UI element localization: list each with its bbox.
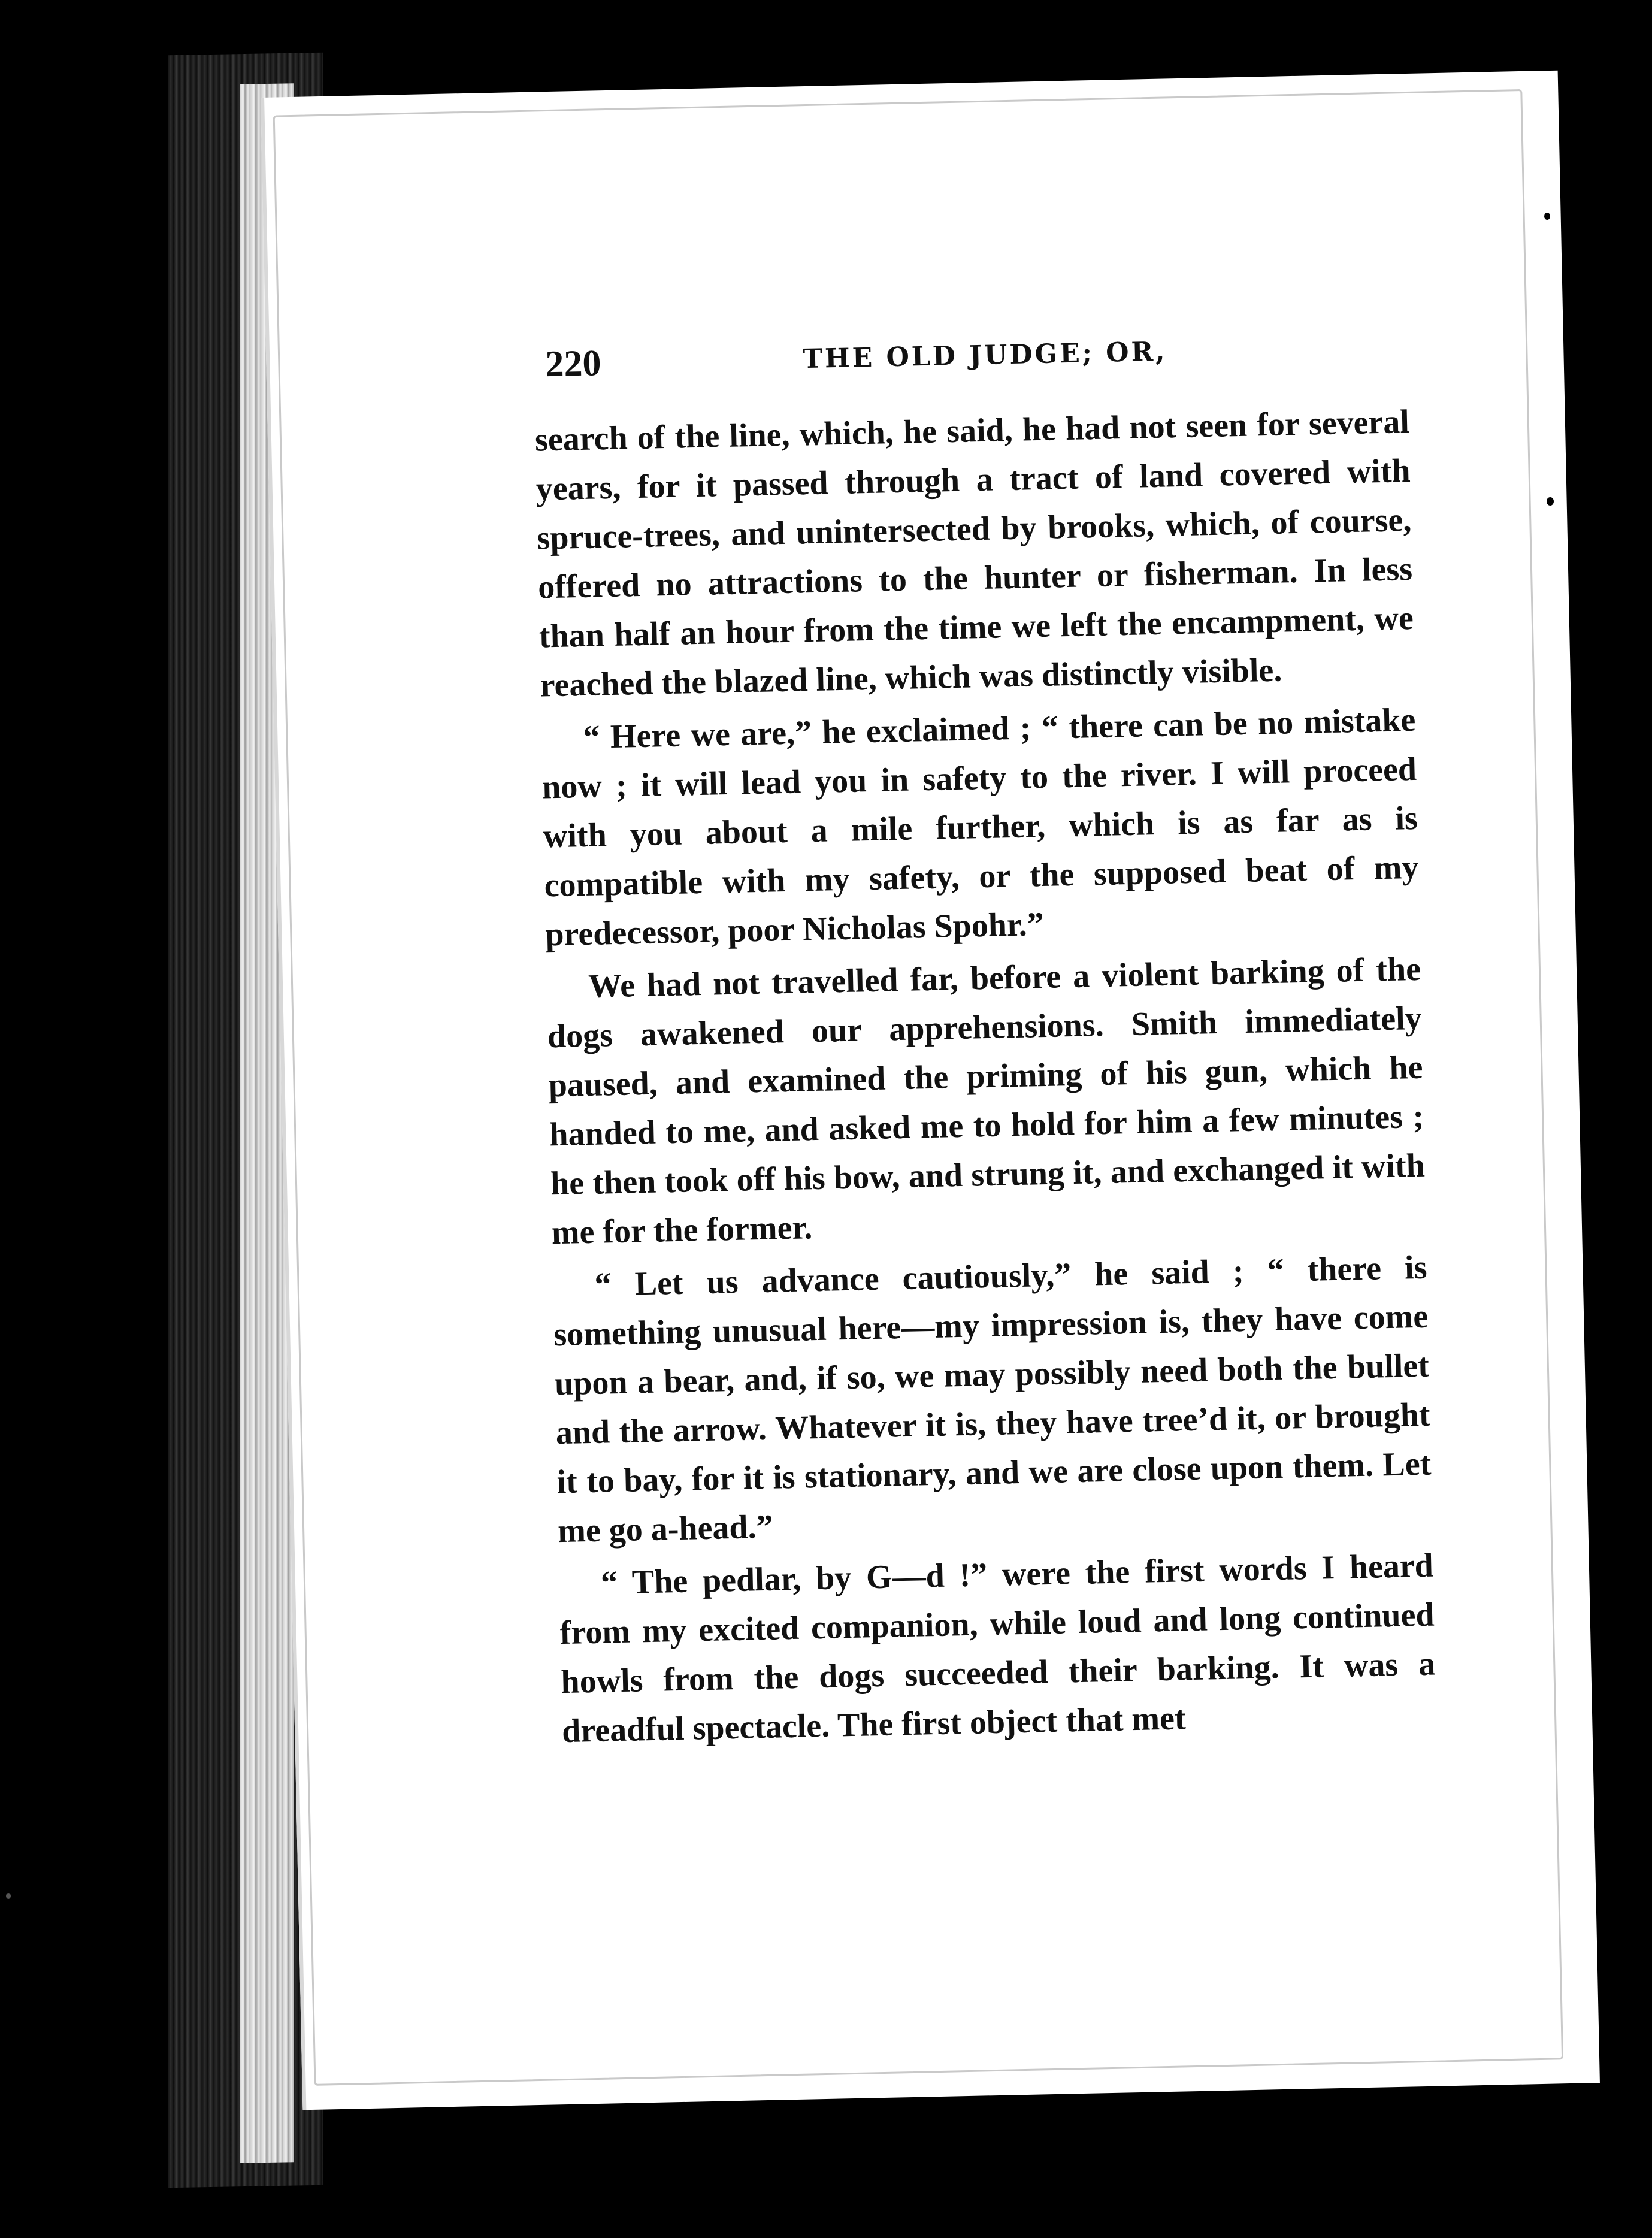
book-page bbox=[261, 71, 1600, 2110]
page-number: 220 bbox=[544, 343, 602, 385]
margin-speck bbox=[1547, 497, 1554, 506]
paragraph: “ Let us advance cautiously,” he said ; “ there is something unusual here—my impression is, they have come upon a bear, and, if so, we may possibly need both the bullet and the arrow. Whatever it is, they have tree’d it, or brought it to bay, for it is stationary, and we are close upon them. Let me go a-head.” bbox=[553, 1248, 1432, 1550]
paragraph: search of the line, which, he said, he had not seen for several years, for it passed through a tract of land covered with spruce-trees, and unintersected by brooks, which, of course, offered no attractions to the hunter or fisherman. In less than half an hour from the time we left the encampment, we reached the blazed line, which was distinctly visible. bbox=[534, 403, 1414, 704]
running-head: THE OLD JUDGE; OR, bbox=[802, 336, 1167, 375]
margin-speck bbox=[6, 1893, 11, 1899]
margin-speck bbox=[1544, 213, 1550, 220]
body-text bbox=[534, 397, 1437, 1759]
paragraph: “ Here we are,” he exclaimed ; “ there can be no mistake now ; it will lead you in safety to the river. I will proceed with you about a mile further, which is as far as is compatible with my safety, or the supposed beat of my predecessor, poor Nicholas Spohr.” bbox=[541, 701, 1420, 954]
paragraph: We had not travelled far, before a violent barking of the dogs awakened our apprehensions. Smith immediately paused, and examined the priming of his gun, which he handed to me, and asked me to hold for him a few minutes ; he then took off his bow, and strung it, and exchanged it with me for the former. bbox=[547, 950, 1426, 1252]
paragraph: “ The pedlar, by G—d !” were the first words I heard from my excited companion, while loud and long continued howls from the dogs succeeded their barking. It was a dreadful spectacle. The first object that met bbox=[559, 1547, 1436, 1750]
